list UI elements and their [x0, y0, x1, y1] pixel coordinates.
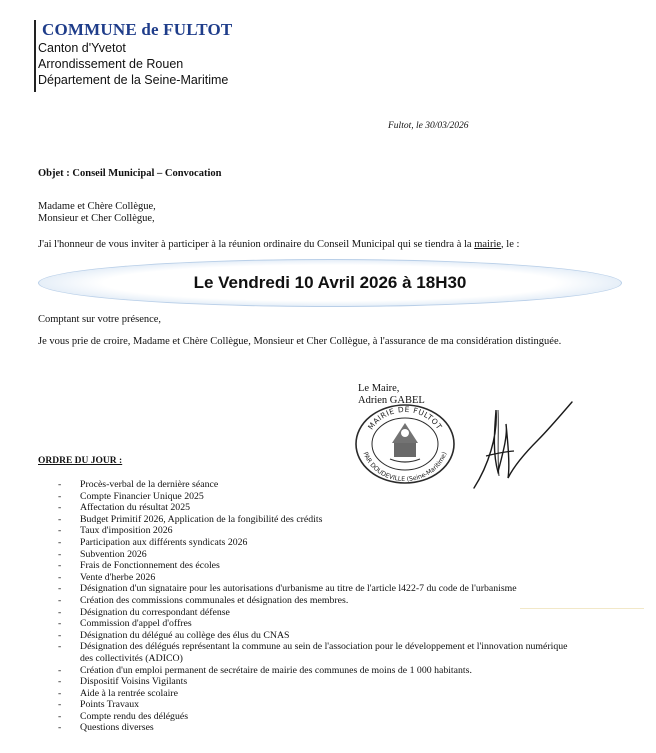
- invitation-after: , le :: [501, 239, 520, 250]
- agenda-item-adico: [56, 641, 568, 664]
- header-departement: Département de la Seine-Maritime: [38, 73, 229, 87]
- signatory-name: Adrien GABEL: [358, 395, 425, 406]
- agenda-item: - Compte rendu des délégués: [56, 711, 568, 723]
- meeting-date-banner: [38, 259, 622, 307]
- invitation-place: mairie: [474, 239, 502, 250]
- agenda-item: - Participation aux différents syndicats 2026: [56, 537, 568, 549]
- agenda-item: - Commission d'appel d'offres: [56, 618, 568, 630]
- meeting-date-text: Le Vendredi 10 Avril 2026 à 18H30: [193, 273, 467, 292]
- agenda-item: - Désignation du correspondant défense: [56, 607, 568, 619]
- commune-title: COMMUNE de FULTOT: [42, 20, 233, 39]
- agenda-item: - Procès-verbal de la dernière séance: [56, 479, 568, 491]
- agenda-item: - Affectation du résultat 2025: [56, 502, 568, 514]
- closing-formula: Je vous prie de croire, Madame et Chère Collègue, Monsieur et Cher Collègue, à l'assurance de ma considération distinguée.: [38, 336, 562, 347]
- agenda-item: - Création d'un emploi permanent de secrétaire de mairie des communes de moins de 1 000 habitants.: [56, 665, 568, 677]
- agenda-title: ORDRE DU JOUR :: [38, 456, 123, 466]
- salutation-madame: Madame et Chère Collègue,: [38, 201, 156, 212]
- mairie-stamp: [354, 403, 456, 485]
- closing-presence: Comptant sur votre présence,: [38, 314, 162, 325]
- agenda-item: - Budget Primitif 2026, Application de la fongibilité des crédits: [56, 514, 568, 526]
- signatory-role: Le Maire,: [358, 383, 400, 394]
- header-rule: [34, 20, 36, 92]
- agenda-item: - Aide à la rentrée scolaire: [56, 688, 568, 700]
- agenda-item: - Frais de Fonctionnement des écoles: [56, 560, 568, 572]
- agenda-item: - Points Travaux: [56, 699, 568, 711]
- divider: [520, 608, 644, 609]
- agenda-item-text: Désignation des délégués représentant la commune au sein de l'association pour le développement et l'innovation numérique: [80, 641, 568, 653]
- mayor-signature: [468, 396, 578, 492]
- agenda-list: [56, 479, 568, 734]
- agenda-item: - Création des commissions communales et désignation des membres.: [56, 595, 568, 607]
- agenda-item: - Désignation d'un signataire pour les autorisations d'urbanisme au titre de l'article l422-7 du code de l'urbanisme: [56, 583, 568, 595]
- agenda-item-continuation: des collectivités (ADICO): [80, 652, 183, 664]
- stamp-emblem: [390, 423, 420, 462]
- agenda-item: - Subvention 2026: [56, 549, 568, 561]
- invitation-text: [38, 239, 519, 250]
- stamp-top-text: MAIRIE DE FULTOT: [366, 404, 444, 432]
- agenda-item: - Désignation du délégué au collège des élus du CNAS: [56, 630, 568, 642]
- agenda-item: - Vente d'herbe 2026: [56, 572, 568, 584]
- salutation-monsieur: Monsieur et Cher Collègue,: [38, 213, 155, 224]
- header-canton: Canton d'Yvetot: [38, 41, 126, 55]
- letter-object: Objet : Conseil Municipal – Convocation: [38, 168, 222, 179]
- invitation-before: J'ai l'honneur de vous inviter à participer à la réunion ordinaire du Conseil Municipal qui se tiendra à la: [38, 239, 475, 250]
- agenda-item: - Questions diverses: [56, 722, 568, 734]
- agenda-item: - Compte Financier Unique 2025: [56, 491, 568, 503]
- stamp-bottom-text: PAR DOUDEVILLE (Seine-Maritime): [361, 451, 449, 484]
- header-arrondissement: Arrondissement de Rouen: [38, 57, 184, 71]
- agenda-item: - Dispositif Voisins Vigilants: [56, 676, 568, 688]
- agenda-item: - Taux d'imposition 2026: [56, 525, 568, 537]
- letter-date: Fultot, le 30/03/2026: [388, 121, 469, 131]
